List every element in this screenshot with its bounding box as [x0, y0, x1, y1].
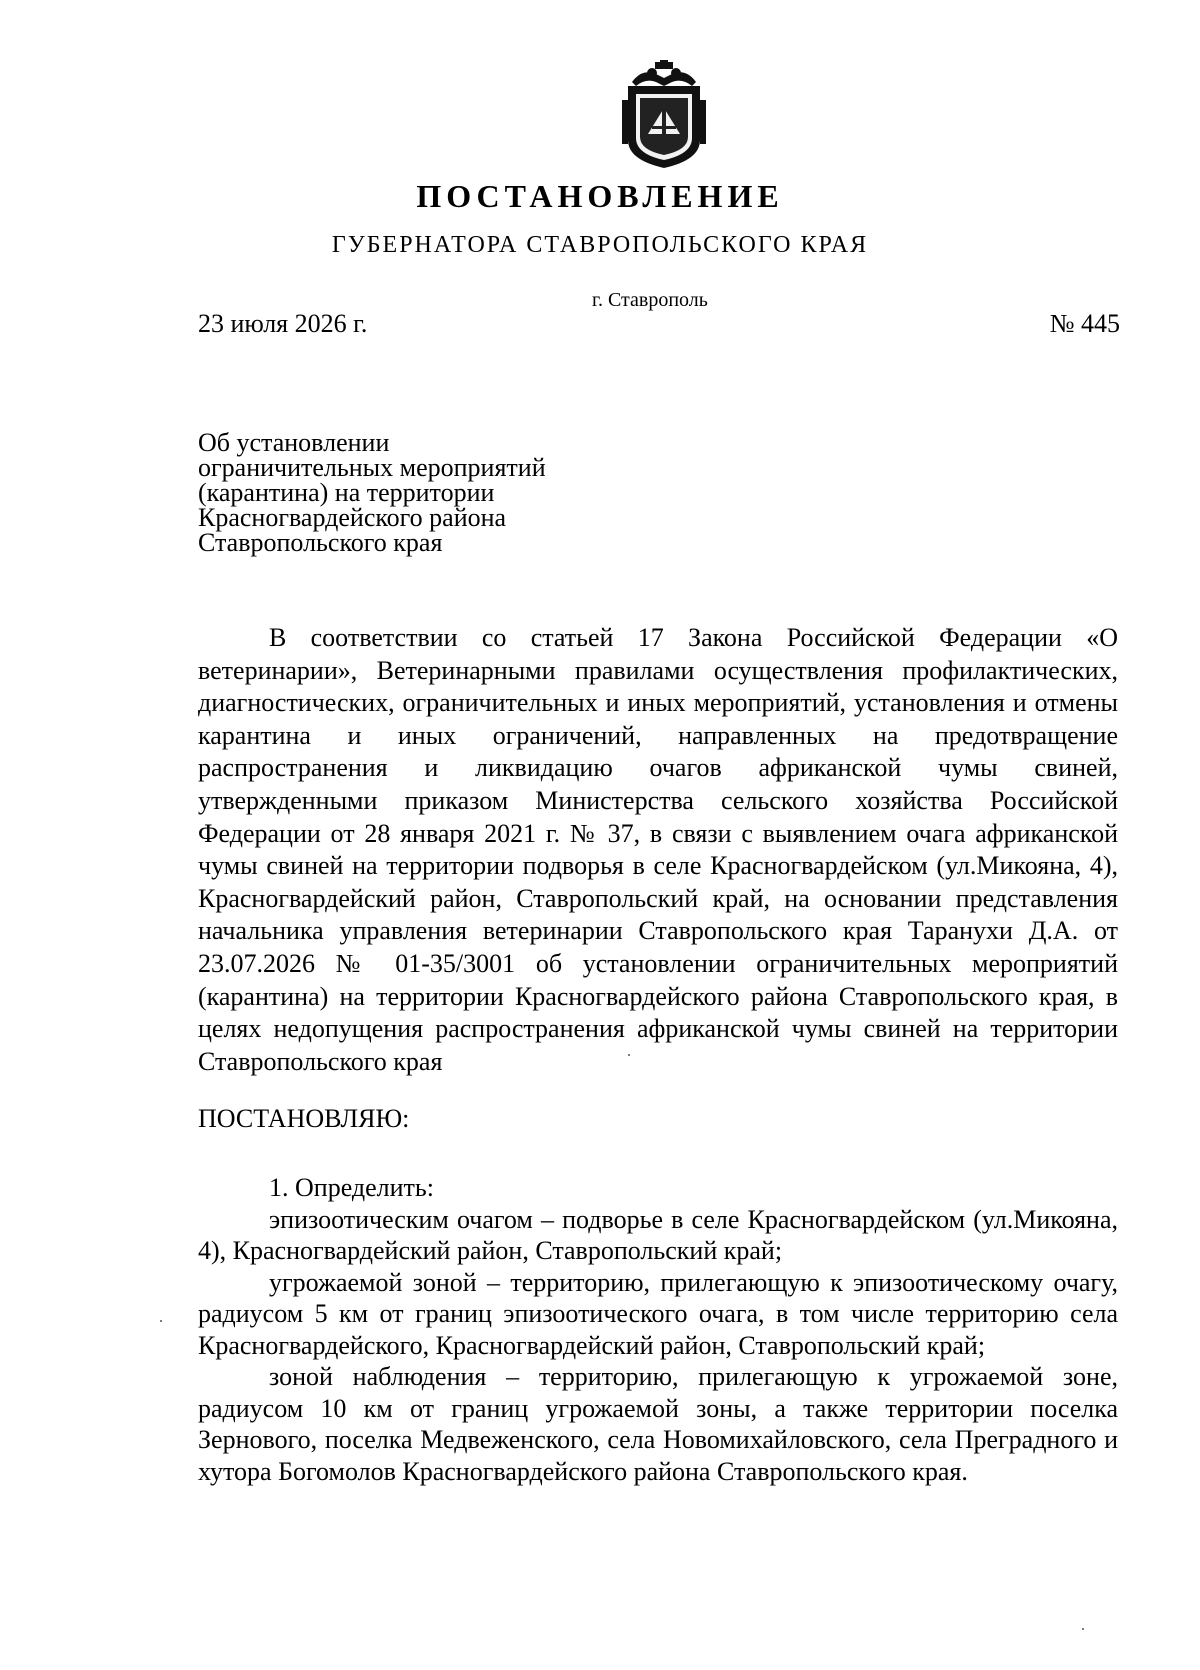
- scan-speck: [1082, 1628, 1084, 1630]
- item-1: [198, 1172, 1118, 1487]
- document-number: № 445: [1049, 309, 1120, 338]
- scan-speck: [160, 1320, 162, 1322]
- issuer-title: ГУБЕРНАТОРА СТАВРОПОЛЬСКОГО КРАЯ: [331, 232, 869, 258]
- document-subject: [198, 430, 546, 555]
- coat-of-arms-icon: [622, 60, 706, 170]
- subject-line: (карантина) на территории: [198, 478, 495, 507]
- item-1-heading: 1. Определить:: [269, 1173, 434, 1202]
- item-1-paragraph: эпизоотическим очагом – подворье в селе Красногвардейском (ул.Микояна, 4), Красногвардейский район, Ставропольский край;: [198, 1204, 1118, 1265]
- city-label: г. Ставрополь: [592, 289, 708, 311]
- preamble-paragraph: В соответствии со статьей 17 Закона Российской Федерации «О ветеринарии», Ветеринарными правилами осуществления профилактических, диагностических, ограничительных и иных мероприятий, установления и отмены карантина и иных ограничений, направленных на предотвращение распространения и ликвидацию очагов африканской чумы свиней, утвержденными приказом Министерства сельского хозяйства Российской Федерации от 28 января 2021 г. № 37, в связи с выявлением очага африканской чумы свиней на территории подворья в селе Красногвардейском (ул.Микояна, 4), Красногвардейский район, Ставропольский край, на основании представления начальника управления ветеринарии Ставропольского края Таранухи Д.А. от 23.07.2026 № 01-35/3001 об установлении ограничительных мероприятий (карантина) на территории Красногвардейского района Ставропольского края, в целях недопущения распространения африканской чумы свиней на территории Ставропольского края: [198, 623, 1118, 1076]
- subject-line: Об установлении: [198, 428, 390, 457]
- subject-line: Красногвардейского района: [198, 503, 507, 532]
- subject-line: ограничительных мероприятий: [198, 453, 546, 482]
- scan-speck: [628, 1054, 630, 1056]
- item-1-paragraph: зоной наблюдения – территорию, прилегающую к угрожаемой зоне, радиусом 10 км от границ угрожаемой зоны, а также территории поселка Зернового, поселка Медвеженского, села Новомихайловского, села Преградного и хутора Богомолов Красногвардейского района Ставропольского края.: [198, 1362, 1118, 1486]
- document-date: 23 июля 2026 г.: [198, 309, 368, 338]
- subject-line: Ставропольского края: [198, 528, 443, 557]
- item-1-paragraph: угрожаемой зоной – территорию, прилегающую к эпизоотическому очагу, радиусом 5 км от границ эпизоотического очага, в том числе территорию села Красногвардейского, Красногвардейский район, Ставропольский край;: [198, 1267, 1118, 1360]
- document-type-title: ПОСТАНОВЛЕНИЕ: [416, 178, 784, 214]
- decree-word: ПОСТАНОВЛЯЮ:: [198, 1104, 410, 1133]
